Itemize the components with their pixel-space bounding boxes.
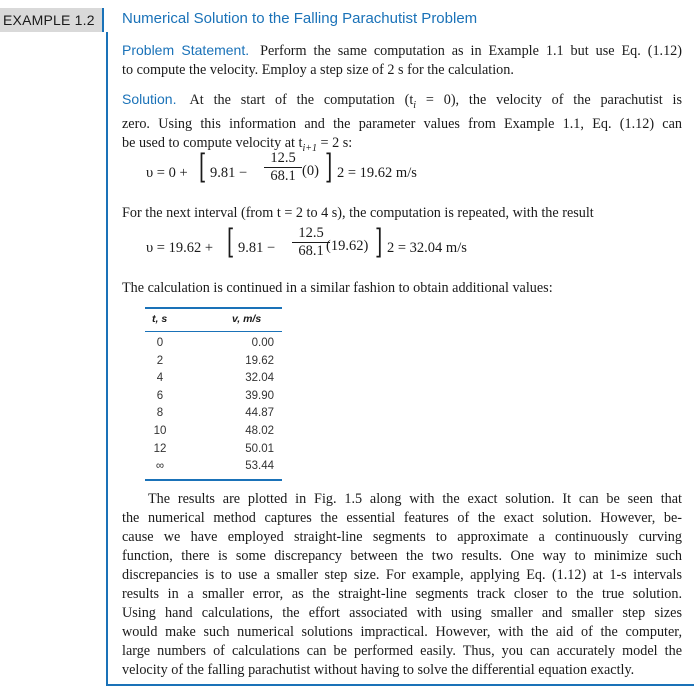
eq2-numerator: 12.5 <box>292 225 330 243</box>
eq2-rhs: 2 = 32.04 m/s <box>387 240 467 256</box>
solution-line-1-rest: = 0), the velocity of the parachutist is <box>416 92 683 108</box>
solution-line-2: zero. Using this information and the parameter values from Example 1.1, Eq. (1.12) can <box>122 115 682 132</box>
eq1-denominator: 68.1 <box>270 168 296 184</box>
eq1-lhs: υ = 0 + <box>146 165 188 181</box>
eq2-lhs: υ = 19.62 + <box>146 240 214 256</box>
results-line: would make such numerical solutions impractical. However, with the aid of the computer, <box>122 624 682 640</box>
eq2-right-bracket: ] <box>374 222 383 262</box>
eq1-coef: 9.81 − <box>210 165 248 181</box>
table-cell-t: 0 <box>156 337 164 349</box>
example-title: Numerical Solution to the Falling Parachutist Problem <box>122 10 478 27</box>
table-bottom-rule <box>145 479 282 481</box>
table-cell-v: 19.62 <box>245 354 274 367</box>
table-cell-v: 32.04 <box>245 372 274 385</box>
eq2-coef: 9.81 − <box>238 240 276 256</box>
eq1-arg: (0) <box>302 163 319 179</box>
eq1-rhs: 2 = 19.62 m/s <box>337 165 417 181</box>
table-cell-t: 10 <box>153 425 167 437</box>
solution-paragraph <box>122 90 682 158</box>
problem-statement <box>122 41 682 80</box>
solution-line-3-rest: = 2 s: <box>316 134 353 151</box>
results-paragraph <box>122 490 682 680</box>
table-cell-v: 48.02 <box>245 425 274 437</box>
problem-line-2: to compute the velocity. Employ a step size of 2 s for the calculation. <box>122 62 514 78</box>
problem-line-1: Perform the same computation as in Example 1.1 but use Eq. (1.12) <box>260 43 682 59</box>
continued-text: The calculation is continued in a similar fashion to obtain additional values: <box>122 280 553 296</box>
table-cell-t: ∞ <box>155 460 165 473</box>
results-line: function, there is some discrepancy between the two results. One way to minimize such <box>122 548 682 564</box>
table-cell-t: 2 <box>156 354 164 367</box>
table-cell-t: 12 <box>153 442 167 455</box>
results-line: Using hand calculations, the effort associated with using smaller and smaller step sizes <box>122 605 682 621</box>
eq2-arg: (19.62) <box>326 238 369 254</box>
problem-heading: Problem Statement. <box>122 42 250 58</box>
eq1-numerator: 12.5 <box>264 150 302 168</box>
bottom-rule <box>106 684 694 686</box>
results-line: velocity of the falling parachutist without having to solve the differential equation exactly. <box>122 662 635 678</box>
results-line: the numerical method captures the essential features of the exact solution. However, be- <box>122 510 682 526</box>
example-label: EXAMPLE 1.2 <box>0 8 104 32</box>
solution-line-1: At the start of the computation (t <box>189 92 414 108</box>
table-cell-t: 8 <box>156 407 164 420</box>
results-line: large numbers of calculations can be performed easily. Thus, you can accurately model the <box>122 643 682 659</box>
table-cell-v: 44.87 <box>245 407 274 420</box>
solution-sub-i1: i+1 <box>302 142 317 154</box>
table-header-v: v, m/s <box>232 313 262 325</box>
table-cell-v: 0.00 <box>251 337 274 349</box>
table-cell-t: 6 <box>156 389 164 402</box>
eq2-denominator: 68.1 <box>298 243 324 259</box>
solution-heading: Solution. <box>122 91 177 107</box>
results-line: results in a smaller error, as the straight-line segments track closer to the true solution. <box>122 586 682 602</box>
results-line: The results are plotted in Fig. 1.5 along with the exact solution. It can be seen that <box>148 491 682 507</box>
left-rule <box>106 32 108 686</box>
eq1-left-bracket: [ <box>198 147 207 187</box>
table-header-t: t, s <box>152 313 168 325</box>
results-line: cause we have employed straight-line segments to approximate a continuously curving <box>122 529 682 545</box>
table-cell-t: 4 <box>156 372 164 385</box>
solution-line-3: be used to compute velocity at t <box>122 134 303 151</box>
next-interval-text: For the next interval (from t = 2 to 4 s), the computation is repeated, with the result <box>122 205 594 221</box>
results-line: discrepancies is to use a smaller step size. For example, applying Eq. (1.12) at 1-s intervals <box>122 567 682 583</box>
table-cell-v: 53.44 <box>245 460 274 473</box>
table-cell-v: 50.01 <box>245 442 274 455</box>
table-header-rule <box>145 331 282 332</box>
eq1-right-bracket: ] <box>324 147 333 187</box>
table-cell-v: 39.90 <box>245 389 274 402</box>
table-top-rule <box>145 307 282 309</box>
solution-sub-i: i <box>413 99 417 111</box>
eq2-left-bracket: [ <box>226 222 235 262</box>
